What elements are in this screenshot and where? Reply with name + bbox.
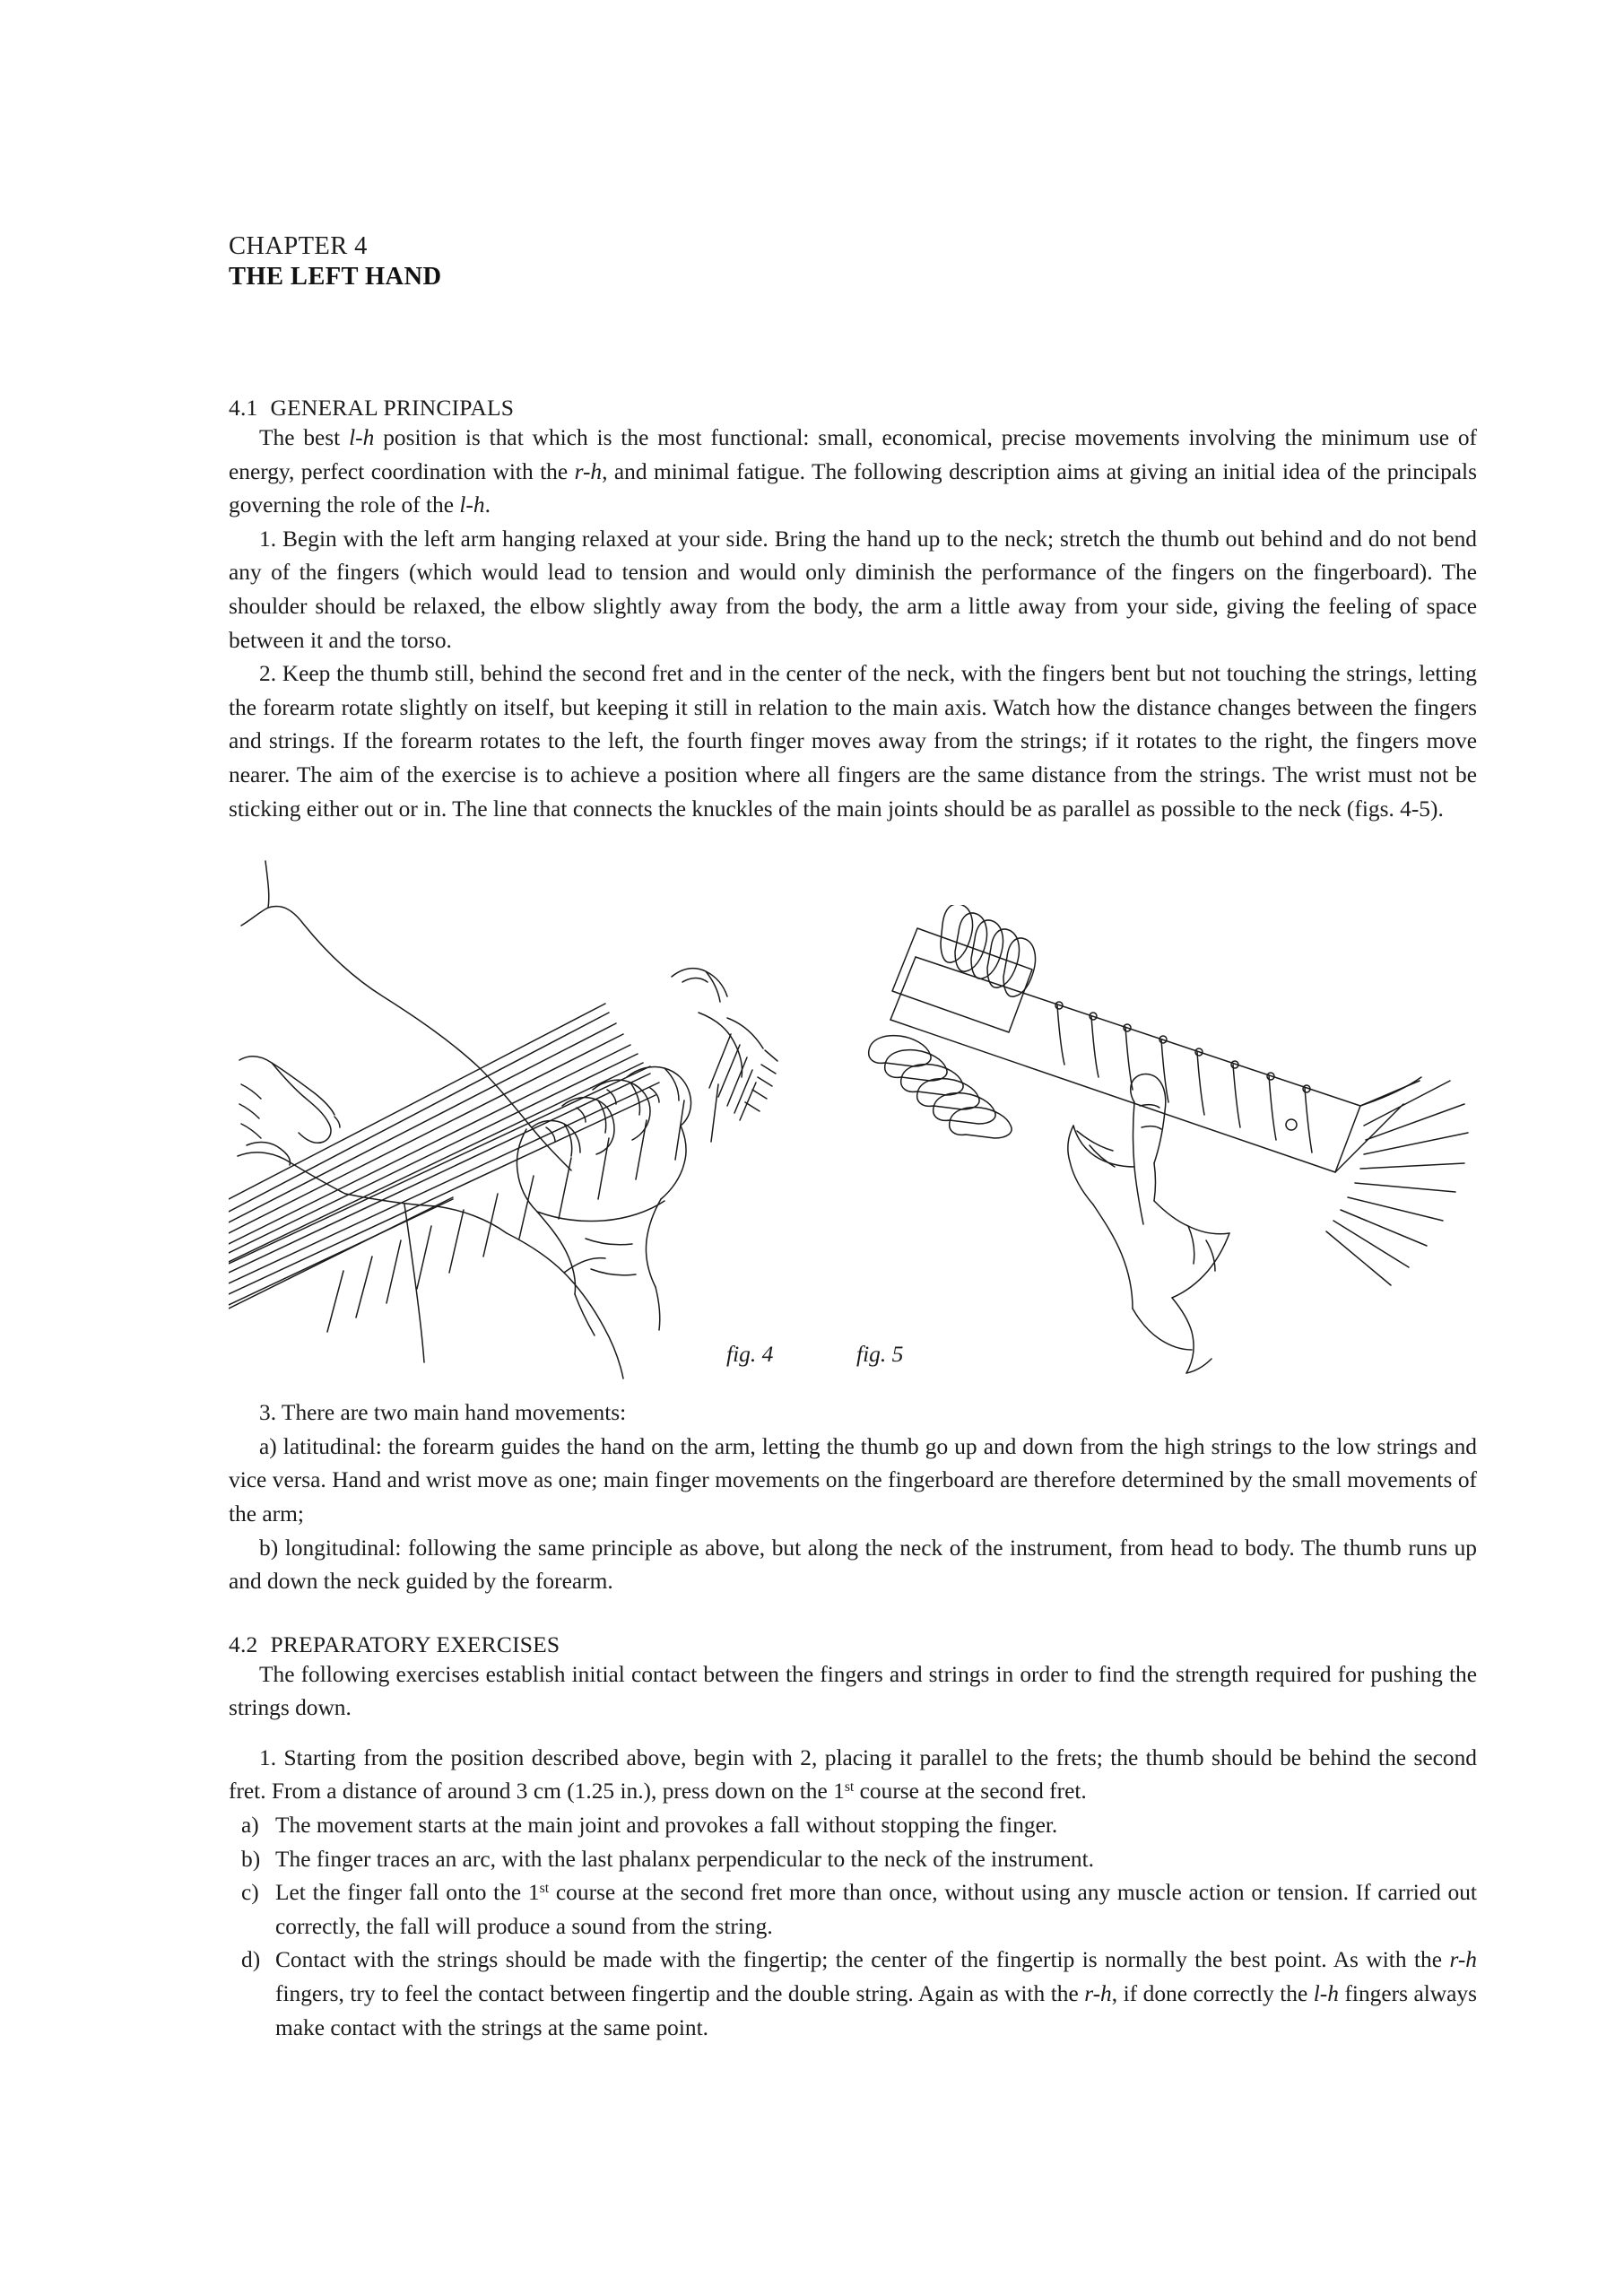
section-title-4-1: GENERAL PRINCIPALS <box>270 395 515 421</box>
chapter-header <box>229 231 1477 292</box>
header-spacer-2 <box>229 362 1477 395</box>
list-item <box>229 1944 1477 2045</box>
section-heading-4-1 <box>229 395 1477 422</box>
figure-5-caption: fig. 5 <box>856 1341 904 1368</box>
header-spacer <box>229 292 1477 362</box>
chapter-title: THE LEFT HAND <box>229 263 442 291</box>
list-marker-c: c) <box>241 1880 259 1906</box>
intro-text-b: position is that which is the most functional: small, economical, precise movements involving the minimum use of energy, perfect coordination with the <box>229 425 1477 484</box>
section-heading-4-2 <box>229 1631 1477 1658</box>
section-title-4-2: PREPARATORY EXERCISES <box>270 1631 560 1657</box>
paragraph-item-1: 1. Begin with the left arm hanging relaxed at your side. Bring the hand up to the neck; stretch the thumb out behind and do not bend any of the fingers (which would lead to tension and would only diminish the performance of the fingers on the fingerboard). The shoulder should be relaxed, the elbow slightly away from the body, the arm a little away from your side, giving the feeling of space between it and the torso. <box>229 526 1477 653</box>
list-text-d-a: Contact with the strings should be made with the fingertip; the center of the fingertip is normally the best point. As with the <box>275 1947 1450 1973</box>
figure-4-illustration <box>229 842 856 1380</box>
list-text-c-a: Let the finger fall onto the 1 <box>275 1880 540 1906</box>
paragraph-item-3a: a) latitudinal: the forearm guides the hand on the arm, letting the thumb go up and down from the high strings to the low strings and vice versa. Hand and wrist move as one; main finger movements on the fingerboard are therefore determined by the small movements of the arm; <box>229 1433 1477 1526</box>
intro-text-a: The best <box>259 425 350 450</box>
abbr-rh-3: r-h <box>1084 1981 1112 2007</box>
figure-4-caption: fig. 4 <box>726 1341 774 1368</box>
paragraph-exercise-1 <box>229 1742 1477 1809</box>
list-marker-b: b) <box>241 1846 261 1872</box>
figure-5-illustration <box>865 905 1475 1380</box>
abbr-lh-1: l-h <box>349 425 375 450</box>
exercise-gap <box>229 1726 1477 1742</box>
list-item <box>229 1843 1477 1877</box>
chapter-number: CHAPTER 4 <box>229 232 368 260</box>
paragraph-item-3b: b) longitudinal: following the same principle as above, but along the neck of the instrument, from head to body. The thumb runs up and down the neck guided by the forearm. <box>229 1535 1477 1595</box>
abbr-rh-1: r-h, <box>574 458 608 484</box>
abbr-rh-2: r-h <box>1449 1947 1477 1973</box>
paragraph-item-3: 3. There are two main hand movements: <box>259 1400 627 1426</box>
list-text-c-b: course at the second fret more than once, without using any muscle action or tension. If carried out correctly, the fall will produce a sound from the string. <box>275 1880 1477 1939</box>
abbr-lh-3: l-h <box>1313 1981 1339 2007</box>
figure-top-spacer <box>229 826 1477 842</box>
list-text-d-c: , if done correctly the <box>1111 1981 1314 2007</box>
exercise-1-text-a: 1. Starting from the position described above, begin with 2, placing it parallel to the frets; the thumb should be behind the second fret. From a distance of around 3 cm (1.25 in.), press down on the 1 <box>229 1744 1477 1805</box>
intro-text-d: . <box>484 492 491 518</box>
paragraph-item-2: 2. Keep the thumb still, behind the second fret and in the center of the neck, with the fingers bent but not touching the strings, letting the forearm rotate slightly on itself, but keeping it still in relation to the main axis. Watch how the distance changes between the fingers and strings. If the forearm rotates to the left, the fourth finger moves away from the strings; if it rotates to the right, the fingers move nearer. The aim of the exercise is to achieve a position where all fingers are the same distance from the strings. The wrist must not be sticking either out or in. The line that connects the knuckles of the main joints should be as parallel as possible to the neck (figs. 4-5). <box>229 661 1477 822</box>
section-gap <box>229 1599 1477 1631</box>
section-number-4-2: 4.2 <box>229 1631 258 1657</box>
list-item <box>229 1876 1477 1944</box>
list-marker-d: d) <box>241 1947 261 1973</box>
figure-group <box>229 842 1477 1380</box>
list-text-d-b: fingers, try to feel the contact between fingertip and the double string. Again as with the <box>275 1981 1085 2007</box>
ordinal-suffix-1: st <box>844 1779 855 1796</box>
list-text-d-d: fingers always make contact with the strings at the same point. <box>275 1981 1477 2040</box>
ordinal-suffix-2: st <box>539 1881 550 1897</box>
list-item <box>229 1809 1477 1843</box>
exercise-1-text-b: course at the second fret. <box>854 1779 1087 1805</box>
abbr-lh-2: l-h <box>459 492 485 518</box>
exercise-sub-list <box>229 1809 1477 2045</box>
list-text-b: The finger traces an arc, with the last phalanx perpendicular to the neck of the instrument. <box>275 1846 1095 1872</box>
section-number-4-1: 4.1 <box>229 395 258 421</box>
list-marker-a: a) <box>241 1813 259 1839</box>
list-text-a: The movement starts at the main joint and provokes a fall without stopping the finger. <box>275 1813 1058 1839</box>
page-content <box>229 231 1477 2045</box>
paragraph-intro <box>229 422 1477 523</box>
figure-bottom-spacer <box>229 1380 1477 1396</box>
intro-text-c: and minimal fatigue. The following description aims at giving an initial idea of the principals governing the role of the <box>229 458 1477 518</box>
paragraph-4-2-intro: The following exercises establish initial contact between the fingers and strings in order to find the strength required for pushing the strings down. <box>229 1661 1477 1721</box>
